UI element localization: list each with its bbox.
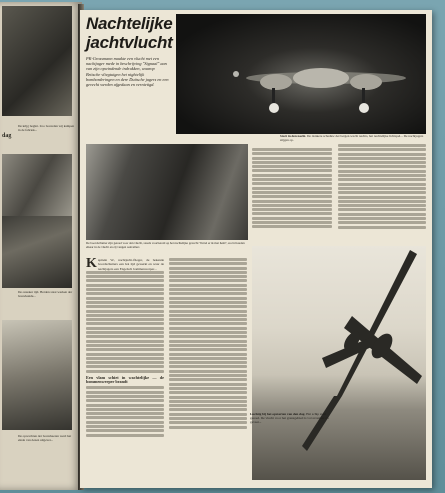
magazine-page (80, 10, 432, 488)
mid-caption-left: De boordschutter zijn gereed voor den vlucht, steeds voorbereid op het nachtelijke gevecht (86, 241, 199, 245)
drop-cap: K (86, 256, 97, 271)
sky-caption-bold: Luchtig bij het opstarten van den dag. (250, 412, 306, 416)
left-photo-construction (2, 154, 72, 216)
text-column-1 (86, 258, 164, 438)
text-column-3 (252, 148, 332, 230)
left-photo-scaffold (2, 216, 72, 288)
mid-caption-right: 'Vertel er ik met hem!', zoo'n houden elkaar in de vlucht en zij vangen aanvallers (86, 241, 245, 249)
top-photo-caption (280, 134, 426, 142)
article-header (86, 14, 173, 142)
photo-night-takeoff (176, 14, 426, 134)
sky-caption-text: Het schip staat gereed. De vlucht voor het grensgebied is vol avontuur en gevaar... (250, 412, 329, 425)
left-photo-workers (2, 320, 72, 430)
article-title (86, 14, 173, 52)
text-column-2 (169, 258, 247, 430)
photo-fighter-in-sky (252, 246, 426, 480)
photo-crew-cockpit (86, 144, 248, 240)
section-subhead: Een vlam schiet in wachtelijke — de bommenwerper brandt (86, 374, 164, 385)
top-caption-bold: Start in den nacht. (280, 134, 307, 138)
text-column-4 (338, 144, 426, 230)
title-line-2: jachtvlucht (86, 33, 173, 52)
sky-photo-caption (250, 412, 332, 424)
left-caption-2: De onzeker tijd. Herden staat werken der bouwkunde... (18, 290, 73, 298)
title-line-1: Nachtelijke (86, 14, 173, 33)
left-facing-page (0, 2, 82, 490)
left-caption-1-bold: dag (2, 133, 12, 139)
left-caption-1 (2, 124, 76, 139)
column-1-opening: apitein W., nachtjacht-flieger, de bekende boordschutters een hoi tijd gewerkt en waar de nachtjagers een Engelsch bommenwerper... (97, 258, 164, 271)
top-caption-text: De donkere schaduw der bergen wacht nachts, het nachtelijke lichtspel... De nachtjagers stijgen op. (280, 134, 424, 143)
article-intro: PK-Grossmann maakte een vlucht met een nachtjager mede in beschrijving "Signaal" aan van zijn opwindende indrukken, waarop Britsche vliegtuigen het nightelijk bombarderingen en dere Duitsche jagers en een gevecht werden afgedaan en vernietigd. (86, 56, 169, 88)
night-fighter-photo (216, 34, 416, 124)
diving-fighter-photo (282, 246, 432, 456)
mid-photo-captions (86, 242, 248, 250)
left-caption-1-text: De krijg begint. Zoo bouwden wij kampen in de fabriek... (18, 124, 75, 132)
left-photo-barracks (2, 6, 72, 116)
left-caption-3: De opwachten der bouwheeren werd het einde van dezen uitgever... (18, 434, 72, 442)
